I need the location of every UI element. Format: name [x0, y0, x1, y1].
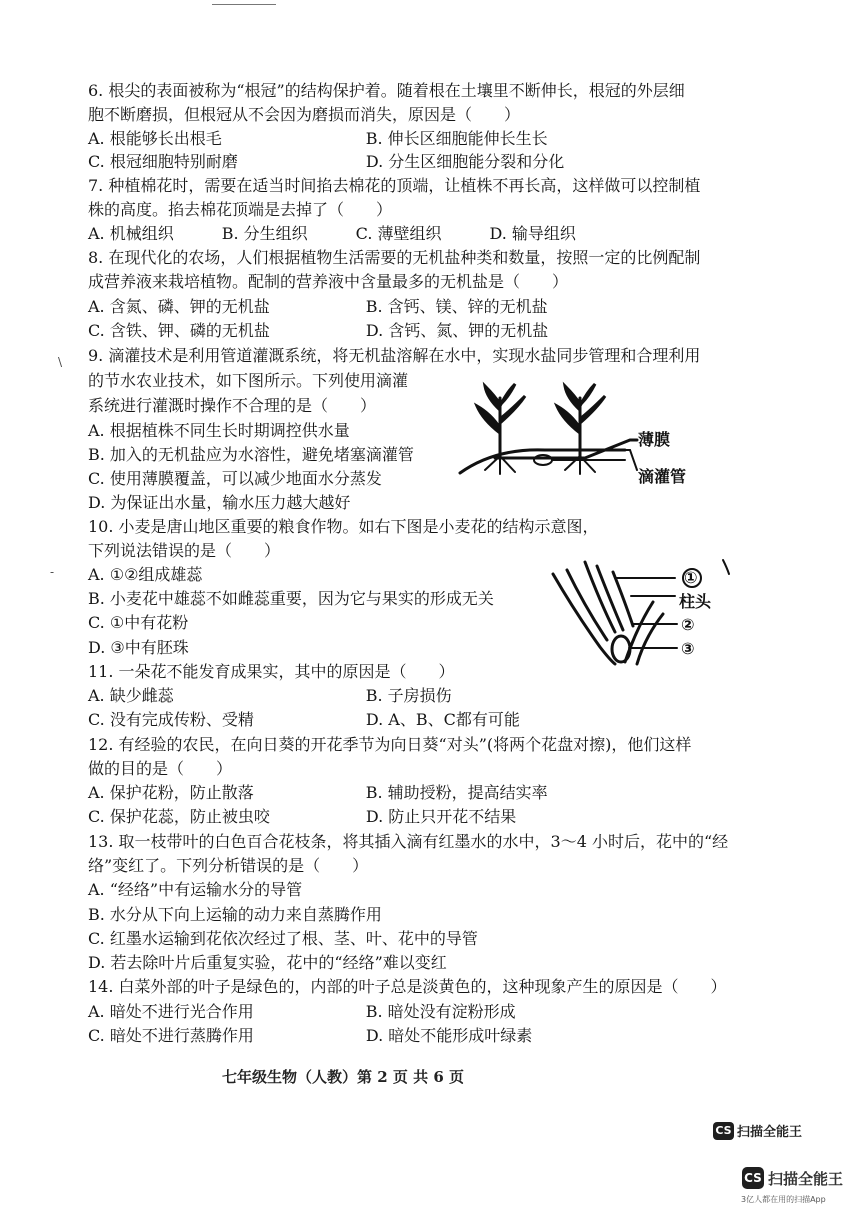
- q10-stem-line2: 下列说法错误的是（ ）: [88, 541, 281, 560]
- q8-options-ab: A. 含氮、磷、钾的无机盐 B. 含钙、镁、锌的无机盐: [88, 297, 548, 316]
- q8-stem-line2: 成营养液来栽培植物。配制的营养液中含量最多的无机盐是（ ）: [88, 272, 569, 291]
- wheat-flower-figure: [545, 552, 745, 672]
- q9-stem-line1: 9. 滴灌技术是利用管道灌溉系统，将无机盐溶解在水中，实现水盐同步管理和合理利用: [88, 346, 701, 365]
- q14-stem: 14. 白菜外部的叶子是绿色的，内部的叶子总是淡黄色的，这种现象产生的原因是（ ）: [88, 977, 727, 996]
- q12-stem-line1: 12. 有经验的农民，在向日葵的开花季节为向日葵“对头”(将两个花盘对擦)，他们这样: [88, 735, 692, 754]
- q11-stem: 11. 一朵花不能发育成果实，其中的原因是（ ）: [88, 662, 455, 681]
- q13-stem-line1: 13. 取一枝带叶的白色百合花枝条，将其插入滴有红墨水的水中，3～4 小时后，花中的“经: [88, 832, 729, 851]
- label-drip-pipe: 滴灌管: [638, 467, 687, 486]
- q13-option-a: A. “经络”中有运输水分的导管: [88, 880, 303, 899]
- drip-irrigation-figure: [455, 378, 705, 488]
- scan-mark: \: [58, 355, 63, 369]
- q7-stem-line2: 株的高度。掐去棉花顶端是去掉了（ ）: [88, 200, 393, 219]
- label-film: 薄膜: [638, 430, 671, 449]
- q9-option-a: A. 根据植株不同生长时期调控供水量: [88, 421, 350, 440]
- scan-mark: -: [50, 565, 55, 579]
- top-rule: [212, 4, 276, 5]
- label-2: ②: [681, 615, 695, 634]
- q9-stem-line2: 的节水农业技术，如下图所示。下列使用滴灌: [88, 371, 409, 390]
- q14-options-cd: C. 暗处不进行蒸腾作用 D. 暗处不能形成叶绿素: [88, 1026, 533, 1045]
- label-stigma: 柱头: [679, 592, 712, 611]
- scanner-watermark-large: [742, 1167, 843, 1189]
- cs-logo-icon: CS: [713, 1122, 734, 1140]
- q8-options-cd: C. 含铁、钾、磷的无机盐 D. 含钙、氮、钾的无机盐: [88, 321, 549, 340]
- q13-stem-line2: 络”变红了。下列分析错误的是（ ）: [88, 856, 369, 875]
- q13-option-c: C. 红墨水运输到花依次经过了根、茎、叶、花中的导管: [88, 929, 478, 948]
- q10-option-a: A. ①②组成雄蕊: [88, 565, 203, 584]
- q9-option-b: B. 加入的无机盐应为水溶性，避免堵塞滴灌管: [88, 445, 414, 464]
- scanner-name: 扫描全能王: [768, 1169, 844, 1188]
- q6-options-cd: C. 根冠细胞特别耐磨 D. 分生区细胞能分裂和分化: [88, 152, 565, 171]
- q9-option-c: C. 使用薄膜覆盖，可以减少地面水分蒸发: [88, 469, 382, 488]
- q11-options-cd: C. 没有完成传粉、受精 D. A、B、C都有可能: [88, 710, 520, 729]
- q6-options-ab: A. 根能够长出根毛 B. 伸长区细胞能伸长生长: [88, 129, 548, 148]
- q7-options: A. 机械组织 B. 分生组织 C. 薄壁组织 D. 输导组织: [88, 224, 576, 243]
- label-3: ③: [681, 639, 695, 658]
- q14-options-ab: A. 暗处不进行光合作用 B. 暗处没有淀粉形成: [88, 1002, 516, 1021]
- scanner-name: 扫描全能王: [737, 1125, 803, 1140]
- q12-options-ab: A. 保护花粉，防止散落 B. 辅助授粉，提高结实率: [88, 783, 548, 802]
- q10-option-b: B. 小麦花中雄蕊不如雌蕊重要，因为它与果实的形成无关: [88, 589, 494, 608]
- q10-stem-line1: 10. 小麦是唐山地区重要的粮食作物。如右下图是小麦花的结构示意图，: [88, 517, 599, 536]
- q8-stem-line1: 8. 在现代化的农场，人们根据植物生活需要的无机盐种类和数量，按照一定的比例配制: [88, 248, 701, 267]
- label-1: ①: [684, 568, 698, 587]
- q11-options-ab: A. 缺少雌蕊 B. 子房损伤: [88, 686, 452, 705]
- q9-stem-line3: 系统进行灌溉时操作不合理的是（ ）: [88, 396, 377, 415]
- q13-option-d: D. 若去除叶片后重复实验，花中的“经络”难以变红: [88, 953, 447, 972]
- cs-logo-icon: CS: [742, 1167, 764, 1189]
- q10-option-d: D. ③中有胚珠: [88, 638, 189, 657]
- q12-stem-line2: 做的目的是（ ）: [88, 759, 233, 778]
- q13-option-b: B. 水分从下向上运输的动力来自蒸腾作用: [88, 905, 382, 924]
- page-footer: 七年级生物（人教）第 2 页 共 6 页: [222, 1068, 464, 1086]
- q6-stem-line2: 胞不断磨损，但根冠从不会因为磨损而消失，原因是（ ）: [88, 105, 521, 124]
- q9-option-d: D. 为保证出水量，输水压力越大越好: [88, 493, 351, 512]
- scanner-tagline: 3亿人都在用的扫描App: [741, 1195, 826, 1204]
- scanner-watermark-small: [713, 1121, 802, 1140]
- q7-stem-line1: 7. 种植棉花时，需要在适当时间掐去棉花的顶端，让植株不再长高，这样做可以控制植: [88, 176, 701, 195]
- q6-stem-line1: 6. 根尖的表面被称为“根冠”的结构保护着。随着根在土壤里不断伸长，根冠的外层细: [88, 81, 685, 100]
- q10-option-c: C. ①中有花粉: [88, 613, 189, 632]
- q12-options-cd: C. 保护花蕊，防止被虫咬 D. 防止只开花不结果: [88, 807, 517, 826]
